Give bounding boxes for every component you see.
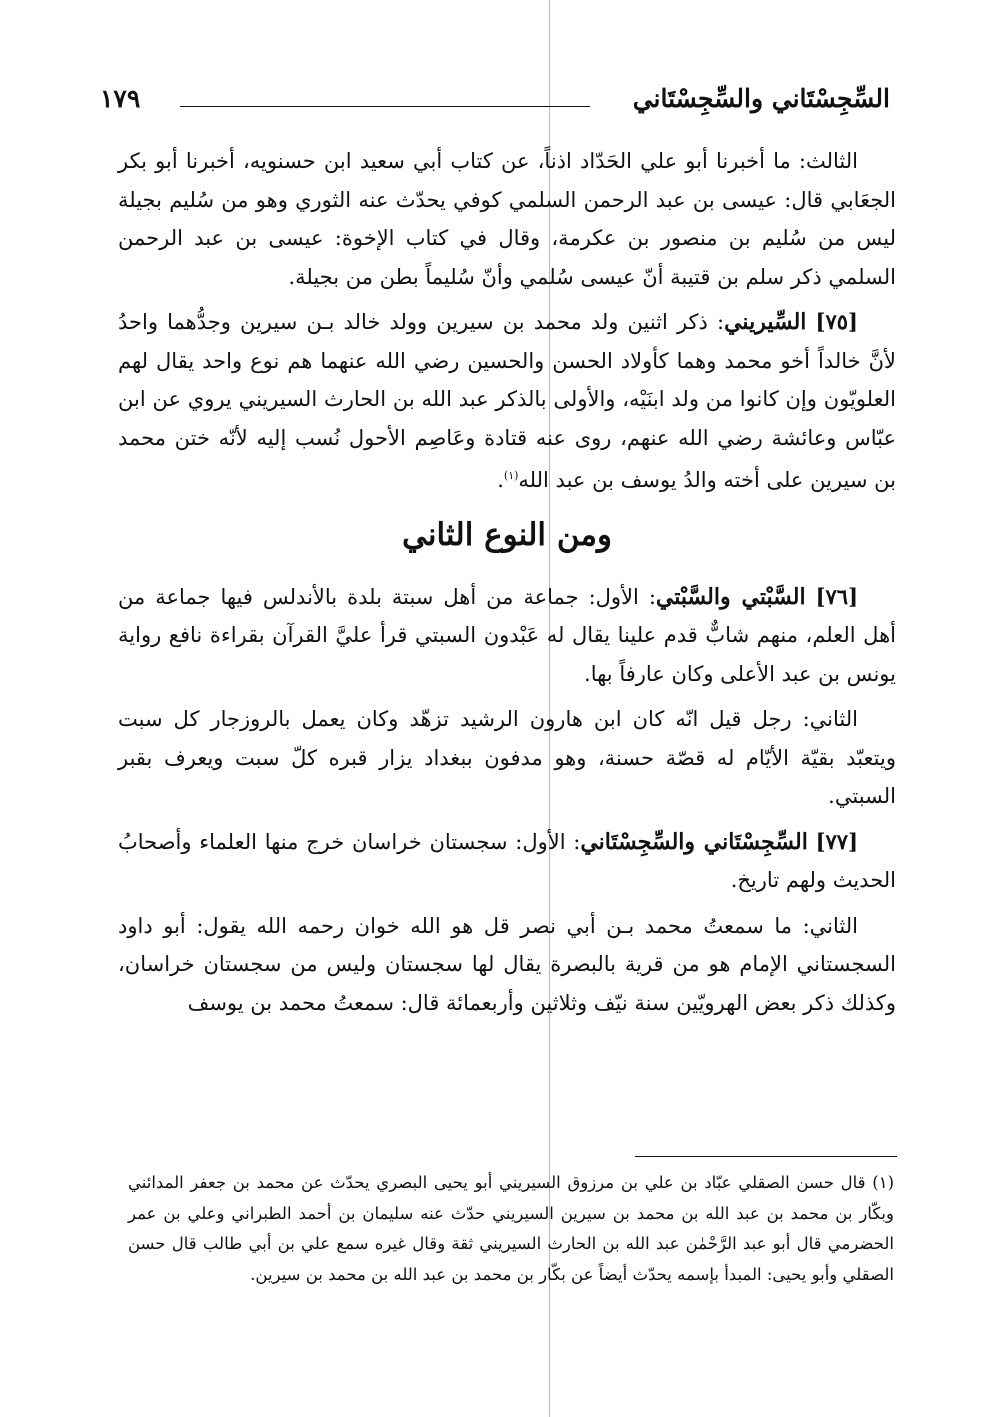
- entry-heading: السَّبْتي والسَّبْتي: [655, 583, 806, 610]
- footnote-1: (١) قال حسن الصقلي عبّاد بن علي بن مرزوق السيريني أبو يحيى البصري يحدّث عن محمد بن جعفر المدائني وبكّار بن محمد بن عبد الله بن محمد بن سيرين السيريني حدّث عنه سليمان بن أحمد الطبراني وعلي بن عمر الحضرمي قال أبو عبد الرَّحْمٰن عبد الله بن الحارث السيريني ثقة وقال غيره سمع علي بن أبي طالب قال حسن الصقلي وأبو يحيى: المبدأ بإسمه يحدّث أيضاً عن بكّار بن محمد بن عبد الله بن محمد بن سيرين.: [128, 1173, 894, 1284]
- paragraph-third: الثالث: ما أخبرنا أبو علي الحَدّاد اذناً، عن كتاب أبي سعيد ابن حسنويه، أخبرنا أبو بكر الجعَابي قال: عيسى بن عبد الرحمن السلمي كوفي يحدّث عنه الثوري وهو من سُليم بجيلة ليس من سُليم بن منصور بن عكرمة، وقال في كتاب الإخوة: عيسى بن عبد الرحمن السلمي ذكر سلم بن قتيبة أنّ عيسى سُلمي وأنّ سُليماً بطن من بجيلة.: [118, 149, 896, 289]
- entry-end: .: [497, 468, 504, 492]
- section-title: ومن النوع الثاني: [401, 516, 612, 553]
- header-rule: [180, 106, 590, 107]
- entry-heading: السِّيريني: [724, 309, 807, 335]
- entry-number: [٧٥]: [815, 309, 858, 334]
- main-text: [118, 142, 896, 1029]
- page-number: ١٧٩: [100, 84, 141, 113]
- footnote-ref: (١): [503, 469, 519, 482]
- entry-text: : الأول: سجستان خراسان خرج منها العلماء وأصحابُ الحديث ولهم تاريخ.: [118, 829, 896, 892]
- entry-number: [٧٧]: [815, 828, 858, 854]
- entry-75: [118, 303, 896, 500]
- entry-text: : الأول: جماعة من أهل سبتة بلدة بالأندلس فيها جماعة من أهل العلم، منهم شابٌّ قدم علينا يقال له عَبْدون السبتي قرأ عليَّ القرآن بقراءة نافع رواية يونس بن عبد الأعلى وكان عارفاً بها.: [118, 584, 896, 686]
- entry-heading: السِّجِسْتَاني والسِّجِسْتَاني: [580, 828, 808, 855]
- entry-76-second: الثاني: رجل قيل انّه كان ابن هارون الرشيد تزهّد وكان يعمل بالروزجار كل سبت ويتعبّد بقيّة الأيّام له قصّة حسنة، وهو مدفون ببغداد يزار قبره كلّ سبت ويعرف بقبر السبتي.: [118, 707, 896, 808]
- footnote-rule: [635, 1156, 897, 1157]
- entry-76: [118, 578, 896, 694]
- running-title: السِّجِسْتَاني والسِّجِسْتَاني: [632, 84, 890, 113]
- page-header: [100, 84, 890, 124]
- entry-text: : ذكر اثنين ولد محمد بن سيرين وولد خالد بـن سيرين وجدُّهما واحدُ لأنَّ خالداً أخو محمد وهما كأولاد الحسن والحسين رضي الله عنهما هم نوع واحد يقال لهم العلويّون وإن كانوا من ولد ابنَيْه، والأولى بالذكر عبد الله بن الحارث السيريني يروي عن ابن عبّاس وعائشة رضي الله عنهم، روى عنه قتادة وعَاصِم الأحول نُسب إليه لأنّه ختن محمد بن سيرين على أخته والدُ يوسف بن عبد الله: [118, 310, 896, 492]
- entry-number: [٧٦]: [815, 583, 858, 609]
- footnotes: [128, 1168, 894, 1290]
- entry-77: [118, 823, 896, 900]
- entry-77-second: الثاني: ما سمعتُ محمد بـن أبي نصر قل هو الله خوان رحمه الله يقول: أبو داود السجستاني الإمام هو من قرية بالبصرة يقال لها سجستان وليس من سجستان خراسان، وكذلك ذكر بعض الهرويّين سنة نيّف وثلاثين وأربعمائة قال: سمعتُ محمد بن يوسف: [118, 913, 896, 1015]
